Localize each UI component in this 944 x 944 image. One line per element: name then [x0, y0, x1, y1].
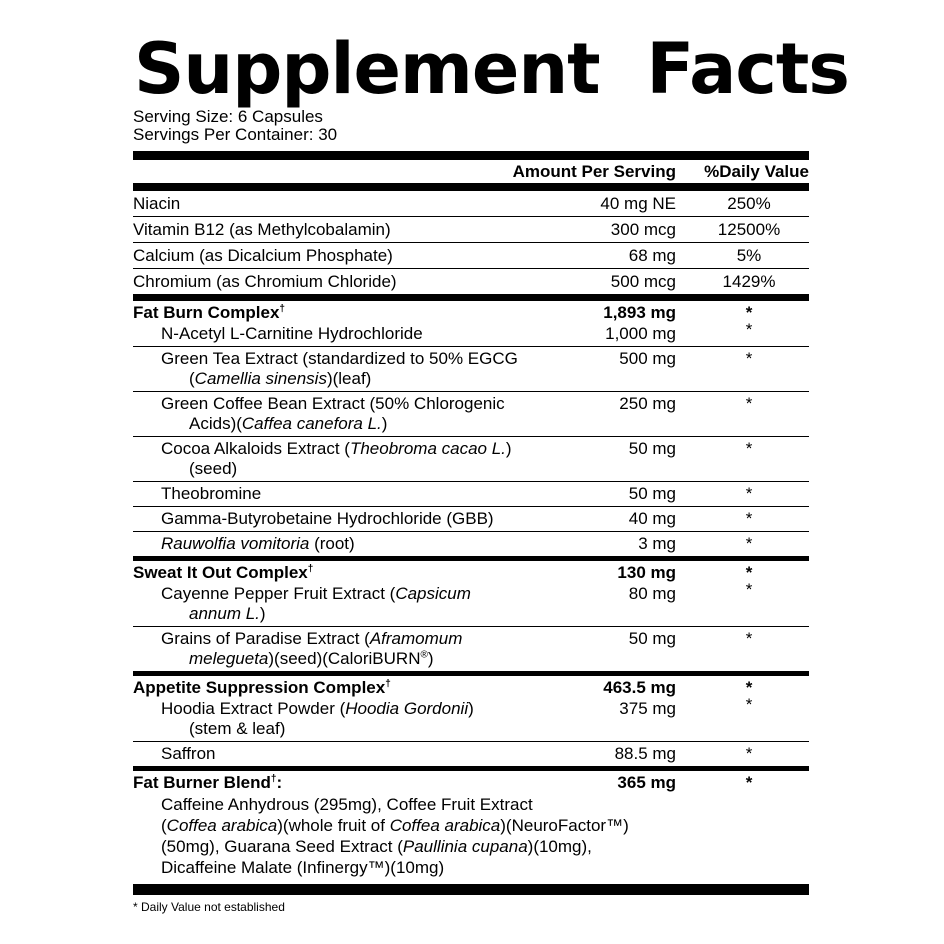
dagger-mark: † [279, 303, 285, 315]
ingredient-name: Gamma-Butyrobetaine Hydrochloride (GBB) [161, 509, 494, 528]
nutrient-amount: 40 mg NE [600, 194, 676, 213]
ingredient-row [133, 392, 809, 437]
ingredient-daily-value: * [745, 534, 753, 553]
ingredient-row [133, 532, 809, 556]
ingredient-amount: 50 mg [628, 629, 676, 648]
servings-per-container: Servings Per Container: 30 [133, 125, 338, 144]
ingredient-amount: 3 mg [638, 534, 676, 553]
nutrient-amount: 300 mcg [610, 220, 676, 239]
ingredient-row [133, 482, 809, 507]
divider-thick [133, 183, 809, 191]
blend-ingredients: Caffeine Anhydrous (295mg), Coffee Fruit Extract (Coffea arabica)(whole fruit of Coffea arabica)(NeuroFactor™) (50mg), Guarana Seed Extract (Paullinia cupana)(10mg), Dicaffeine Malate (Infinergy™)(10mg) [161, 795, 629, 877]
dagger-mark: † [307, 563, 314, 575]
serving-size: Serving Size: 6 Capsules [133, 107, 323, 126]
ingredient-amount: 250 mg [619, 394, 676, 413]
nutrient-amount: 500 mcg [610, 272, 676, 291]
ingredient-amount: 40 mg [628, 509, 676, 528]
ingredient-daily-value: * [745, 580, 753, 599]
ingredient-name: Theobromine [161, 484, 262, 503]
ingredient-daily-value: * [745, 394, 753, 413]
ingredient-name: N-Acetyl L-Carnitine Hydrochloride [161, 324, 423, 343]
ingredient-amount: 375 mg [619, 699, 676, 718]
nutrient-daily-value: 12500% [717, 220, 781, 239]
ingredient-name: Green Coffee Bean Extract (50% Chlorogenic Acids)(Caffea canefora L.) [161, 394, 505, 433]
ingredient-daily-value: * [745, 320, 753, 339]
fat-burner-blend-header: Fat Burner Blend†: 365 mg * [133, 771, 809, 794]
nutrient-name: Chromium (as Chromium Chloride) [133, 272, 397, 291]
ingredient-amount: 88.5 mg [614, 744, 676, 763]
footnote: * Daily Value not established [133, 900, 285, 914]
ingredient-row [133, 347, 809, 392]
ingredient-daily-value: * [745, 695, 753, 714]
nutrient-row [133, 269, 809, 294]
blend-amount: 365 mg [617, 773, 676, 792]
nutrient-daily-value: 5% [736, 246, 762, 265]
ingredient-daily-value: * [745, 629, 753, 648]
ingredient-amount: 1,000 mg [605, 324, 676, 343]
blend-daily-value: * [745, 678, 753, 697]
amount-column-header: Amount Per Serving [512, 162, 676, 181]
blend-name: Fat Burn Complex [133, 303, 280, 322]
ingredient-daily-value: * [745, 439, 753, 458]
ingredient-row [133, 437, 809, 482]
ingredient-row [133, 507, 809, 532]
ingredient-amount: 500 mg [619, 349, 676, 368]
dagger-mark: † [385, 678, 391, 690]
supplement-facts-panel [133, 28, 849, 914]
nutrient-row [133, 191, 809, 217]
nutrient-name: Vitamin B12 (as Methylcobalamin) [133, 220, 391, 239]
nutrient-name: Niacin [133, 194, 181, 213]
blend-name: Fat Burner Blend [133, 773, 271, 792]
ingredient-amount: 80 mg [628, 584, 676, 603]
ingredient-amount: 50 mg [628, 439, 676, 458]
column-header-row [133, 160, 809, 183]
blend-daily-value: * [745, 773, 753, 792]
divider-thick [133, 884, 809, 895]
blend-amount: 130 mg [617, 563, 676, 582]
ingredient-row [133, 320, 809, 347]
ingredient-name: Cocoa Alkaloids Extract (Theobroma cacao L.) (seed) [161, 439, 512, 478]
vitamin-list [133, 191, 809, 294]
nutrient-daily-value: 1429% [722, 272, 776, 291]
blend-name: Sweat It Out Complex [133, 563, 308, 582]
nutrient-row [133, 243, 809, 269]
ingredient-name: Green Tea Extract (standardized to 50% EGCG (Camellia sinensis)(leaf) [161, 349, 518, 388]
ingredient-row [133, 580, 809, 627]
ingredient-row [133, 695, 809, 742]
ingredient-daily-value: * [745, 484, 753, 503]
ingredient-name: Saffron [161, 744, 216, 763]
ingredient-row [133, 627, 809, 671]
ingredient-amount: 50 mg [628, 484, 676, 503]
blend-daily-value: * [745, 303, 753, 322]
nutrient-name: Calcium (as Dicalcium Phosphate) [133, 246, 393, 265]
blend-daily-value: * [745, 563, 753, 582]
ingredient-name: Rauwolfia vomitoria (root) [161, 534, 355, 553]
daily-value-column-header: %Daily Value [704, 162, 809, 181]
blend-name: Appetite Suppression Complex [133, 678, 386, 697]
ingredient-daily-value: * [745, 509, 753, 528]
divider-thick [133, 151, 809, 160]
divider-medium [133, 294, 809, 301]
ingredient-row [133, 742, 809, 766]
ingredient-name: Hoodia Extract Powder (Hoodia Gordonii) (stem & leaf) [161, 699, 474, 738]
ingredient-name: Cayenne Pepper Fruit Extract (Capsicum annum L.) [161, 584, 471, 623]
nutrient-amount: 68 mg [628, 246, 676, 265]
blend-amount: 1,893 mg [603, 303, 676, 322]
panel-title: Supplement Facts [134, 28, 849, 110]
nutrient-daily-value: 250% [727, 194, 771, 213]
ingredient-daily-value: * [745, 744, 753, 763]
nutrient-row [133, 217, 809, 243]
ingredient-name: Grains of Paradise Extract (Aframomum melegueta)(seed)(CaloriBURN®) [161, 629, 463, 668]
ingredient-daily-value: * [745, 349, 753, 368]
dagger-mark: † [270, 773, 277, 785]
blend-amount: 463.5 mg [603, 678, 676, 697]
